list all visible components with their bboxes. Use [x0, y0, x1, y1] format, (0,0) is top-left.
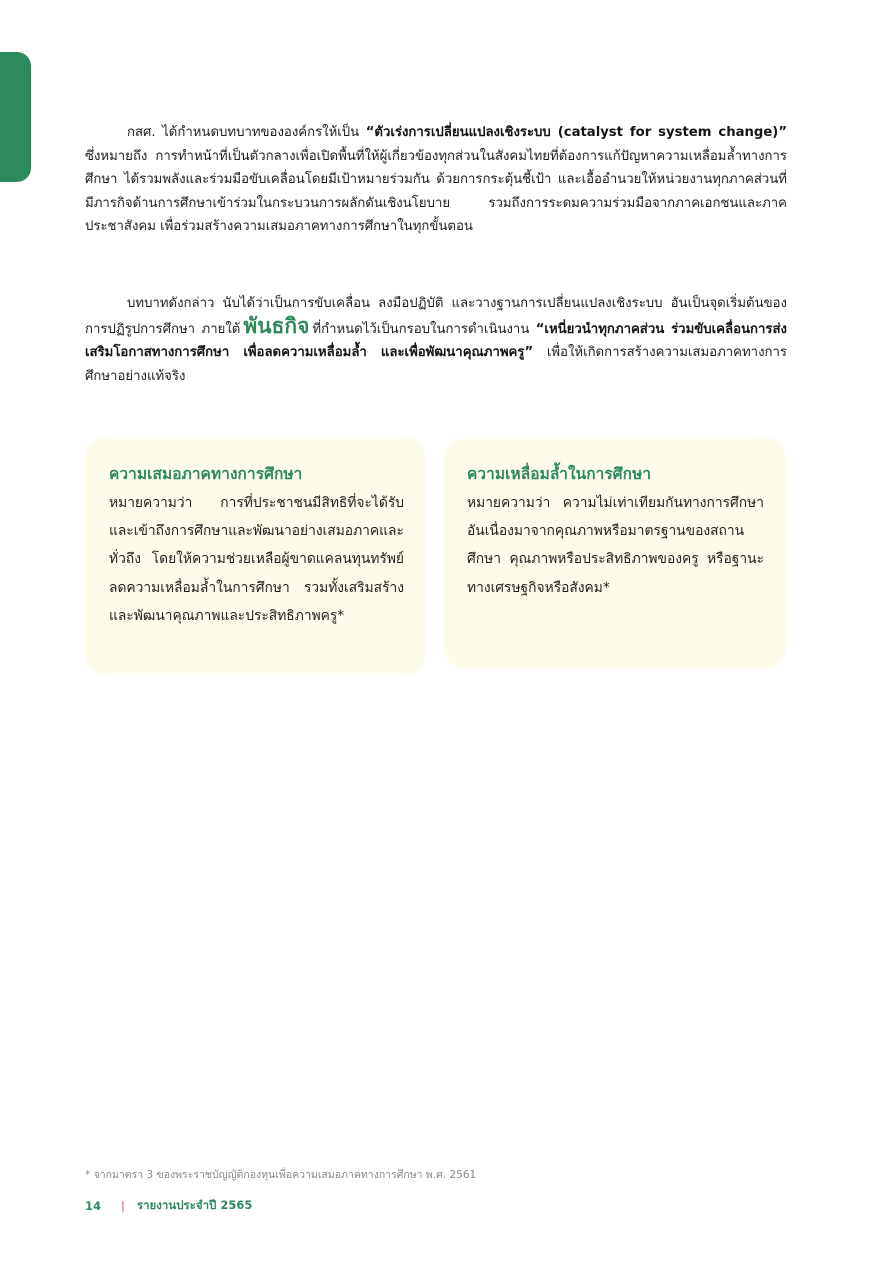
mission-highlight: พันธกิจ	[243, 313, 310, 338]
intro-paragraph-1	[85, 121, 787, 239]
definition-card-inequality	[444, 437, 786, 669]
footnote: * จากมาตรา 3 ของพระราชบัญญัติกองทุนเพื่อความเสมอภาคทางการศึกษา พ.ศ. 2561	[85, 1169, 477, 1181]
intro-paragraph-2	[85, 292, 787, 388]
page-number: 14	[85, 1199, 102, 1213]
p1-start: กสศ. ได้กำหนดบทบาทขององค์กรให้เป็น	[127, 125, 366, 140]
catalyst-phrase: “ตัวเร่งการเปลี่ยนแปลงเชิงระบบ (catalyst for system change)”	[365, 125, 787, 140]
card-title: ความเสมอภาคทางการศึกษา	[109, 465, 303, 483]
report-title: รายงานประจำปี 2565	[136, 1198, 253, 1212]
card-title: ความเหลื่อมล้ำในการศึกษา	[467, 465, 652, 483]
mission-statement: “เหนี่ยวนำทุกภาคส่วน ร่วมขับเคลื่อนการส่งเสริมโอกาสทางการศึกษา เพื่อลดความเหลื่อมล้ำ และเพื่อพัฒนาคุณภาพครู”	[85, 321, 787, 361]
p2-start: บทบาทดังกล่าว นับได้ว่าเป็นการขับเคลื่อน ลงมือปฏิบัติ และวางฐานการเปลี่ยนแปลงเชิงระบบ อันเป็นจุดเริ่มต้นของการปฏิรูปการศึกษา ภายใต้	[85, 296, 787, 337]
card-body: หมายความว่า ความไม่เท่าเทียมกันทางการศึกษาอันเนื่องมาจากคุณภาพหรือมาตรฐานของสถานศึกษา คุณภาพหรือประสิทธิภาพของครู หรือฐานะทางเศรษฐกิจหรือสังคม*	[467, 495, 764, 596]
definition-card-equity	[85, 437, 426, 675]
p2-end: เพื่อให้เกิดการสร้างความเสมอภาคทางการศึกษาอย่างแท้จริง	[85, 345, 787, 384]
side-tab-marker	[0, 52, 31, 182]
p1-rest: ซึ่งหมายถึง การทำหน้าที่เป็นตัวกลางเพื่อเปิดพื้นที่ให้ผู้เกี่ยวข้องทุกส่วนในสังคมไทยที่ต้องการแก้ปัญหาความเหลื่อมล้ำทางการศึกษา ได้รวมพลังและร่วมมือขับเคลื่อนโดยมีเป้าหมายร่วมกัน ด้วยการกระตุ้นชี้เป้า และเอื้ออำนวยให้หน่วยงานทุกภาคส่วนที่มีภารกิจด้านการศึกษาเข้าร่วมในกระบวนการผลักดันเชิงนโยบาย รวมถึงการระดมความร่วมมือจากภาคเอกชนและภาคประชาสังคม เพื่อร่วมสร้างความเสมอภาคทางการศึกษาในทุกขั้นตอน	[85, 148, 787, 235]
page-footer	[85, 1197, 252, 1215]
footer-separator: |	[121, 1199, 125, 1213]
card-body: หมายความว่า การที่ประชาชนมีสิทธิที่จะได้รับและเข้าถึงการศึกษาและพัฒนาอย่างเสมอภาคและทั่วถึง โดยให้ความช่วยเหลือผู้ขาดแคลนทุนทรัพย์ ลดความเหลื่อมล้ำในการศึกษา รวมทั้งเสริมสร้างและพัฒนาคุณภาพและประสิทธิภาพครู*	[109, 495, 404, 624]
p2-mid: ที่กำหนดไว้เป็นกรอบในการดำเนินงาน	[312, 321, 536, 337]
